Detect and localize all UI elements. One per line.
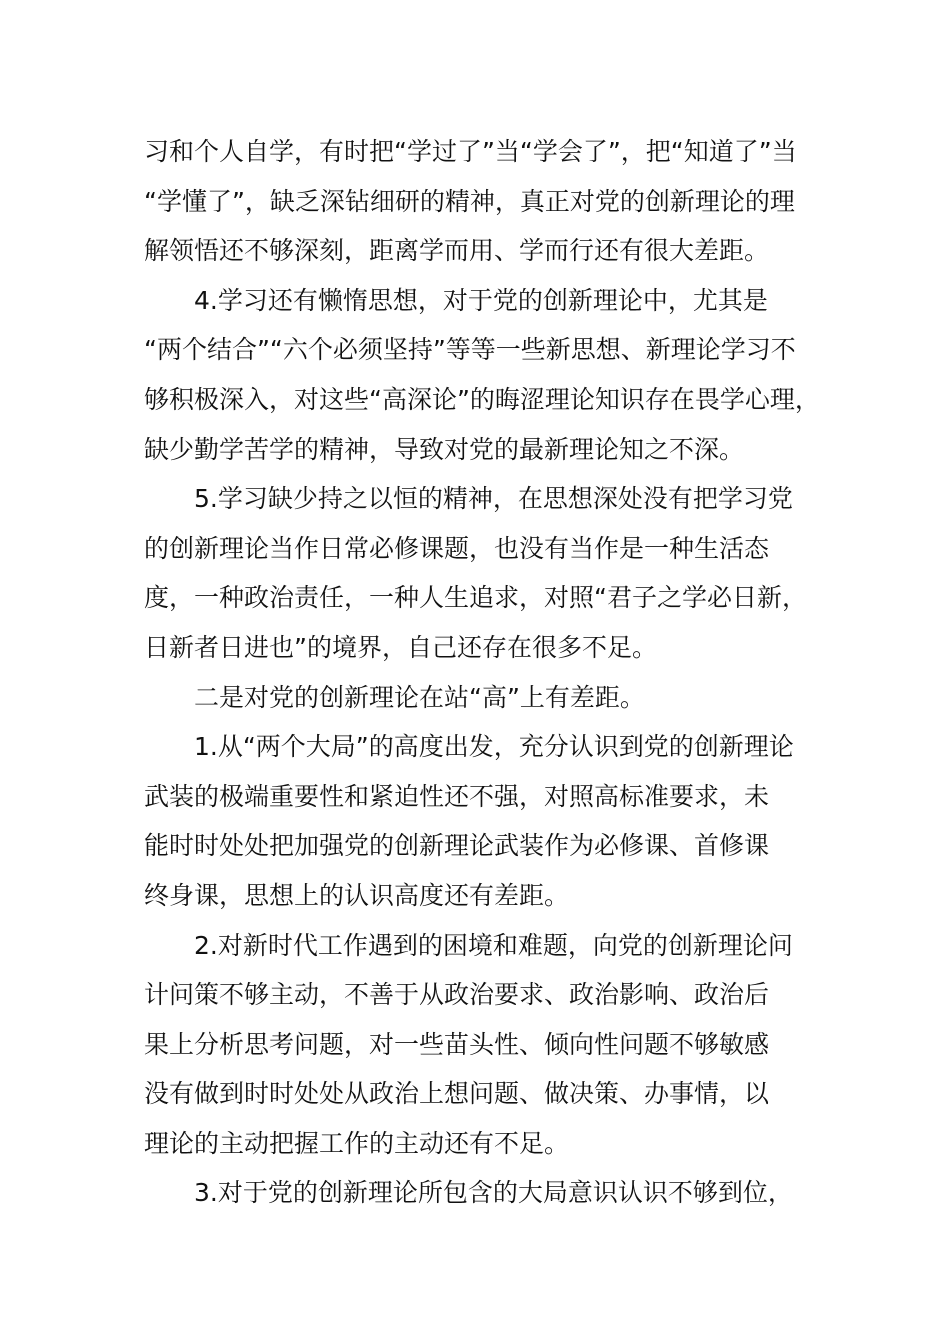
text-line: 没有做到时时处处从政治上想问题、做决策、办事情，以 xyxy=(144,1079,770,1109)
text-line: 2.对新时代工作遇到的困境和难题，向党的创新理论问 xyxy=(194,930,793,960)
paragraph-item-5 xyxy=(144,474,814,672)
text-line: “两个结合”“六个必须坚持”等等一些新思想、新理论学习不 xyxy=(144,335,796,365)
text-line: 1.从“两个大局”的高度出发，充分认识到党的创新理论 xyxy=(194,732,794,762)
text-line: 解领悟还不够深刻，距离学而用、学而行还有很大差距。 xyxy=(144,236,770,266)
text-line: 5.学习缺少持之以恒的精神，在思想深处没有把学习党 xyxy=(194,484,793,514)
text-line: 度，一种政治责任，一种人生追求，对照“君子之学必日新， xyxy=(144,583,807,613)
paragraph-continued xyxy=(144,127,814,276)
section-heading-2 xyxy=(144,673,814,723)
text-line: 计问策不够主动，不善于从政治要求、政治影响、政治后 xyxy=(144,980,770,1010)
text-line: 4.学习还有懒惰思想，对于党的创新理论中，尤其是 xyxy=(194,285,768,315)
text-line: 果上分析思考问题，对一些苗头性、倾向性问题不够敏感 xyxy=(144,1029,770,1059)
text-line: 终身课，思想上的认识高度还有差距。 xyxy=(144,880,570,910)
text-line: 能时时处处把加强党的创新理论武装作为必修课、首修课 xyxy=(144,831,770,861)
text-line: “学懂了”，缺乏深钻细研的精神，真正对党的创新理论的理 xyxy=(144,186,795,216)
text-line: 理论的主动把握工作的主动还有不足。 xyxy=(144,1128,570,1158)
text-line: 3.对于党的创新理论所包含的大局意识认识不够到位， xyxy=(194,1178,793,1208)
paragraph-s2-item-1 xyxy=(144,722,814,920)
paragraph-s2-item-3 xyxy=(144,1168,814,1218)
text-line: 武装的极端重要性和紧迫性还不强，对照高标准要求，未 xyxy=(144,781,770,811)
text-line: 缺少勤学苦学的精神，导致对党的最新理论知之不深。 xyxy=(144,434,745,464)
text-line: 习和个人自学，有时把“学过了”当“学会了”，把“知道了”当 xyxy=(144,137,797,166)
paragraph-s2-item-2 xyxy=(144,921,814,1169)
paragraph-item-4 xyxy=(144,276,820,474)
text-line: 的创新理论当作日常必修课题，也没有当作是一种生活态 xyxy=(144,533,770,563)
text-line: 够积极深入，对这些“高深论”的晦涩理论知识存在畏学心理， xyxy=(144,384,820,414)
text-line: 二是对党的创新理论在站“高”上有差距。 xyxy=(194,682,645,712)
document-body xyxy=(144,127,820,1218)
text-line: 日新者日进也”的境界，自己还存在很多不足。 xyxy=(144,632,657,662)
